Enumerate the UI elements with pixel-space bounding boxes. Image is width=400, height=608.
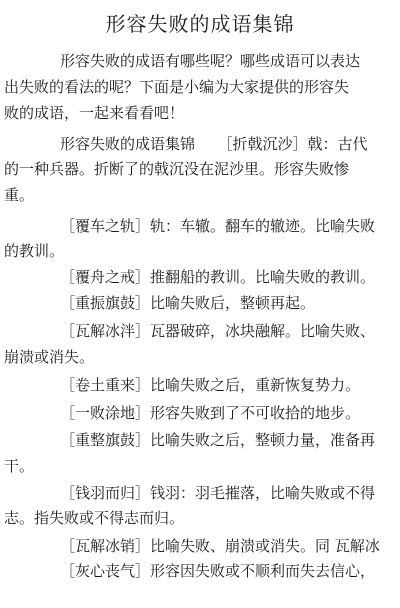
paragraph-line: 重。 <box>4 186 35 204</box>
idiom-entry-line: ［钱羽而归］钱羽：羽毛摧落，比喻失败或不得 <box>60 484 376 502</box>
idiom-entry-line: ［覆舟之戒］推翻船的教训。比喻失败的教训。 <box>60 268 376 286</box>
paragraph-line: 形容失败的成语集锦 ［折戟沉沙］戟：古代 <box>60 135 368 153</box>
document-title: 形容失败的成语集锦 <box>105 12 295 36</box>
paragraph-line: 的一种兵器。折断了的戟沉没在泥沙里。形容失败惨 <box>4 160 350 178</box>
idiom-entry-line: 的教训。 <box>4 242 65 260</box>
idiom-entry-line: ［灰心丧气］形容因失败或不顺利而失去信心， <box>60 562 376 580</box>
idiom-entry-line: ［重振旗鼓］比喻失败后，整顿再起。 <box>60 294 316 312</box>
paragraph-line: 形容失败的成语有哪些呢？哪些成语可以表达 <box>60 52 361 70</box>
idiom-entry-line: ［覆车之轨］轨：车辙。翻车的辙迹。比喻失败 <box>60 217 376 235</box>
idiom-entry-line: ［一败涂地］形容失败到了不可收拾的地步。 <box>60 404 361 422</box>
paragraph-line: 败的成语，一起来看看吧！ <box>4 104 185 122</box>
idiom-entry-line: ［卷土重来］比喻失败之后，重新恢复势力。 <box>60 376 361 394</box>
idiom-entry-line: ［瓦解冰泮］瓦器破碎，冰块融解。比喻失败、 <box>60 322 376 340</box>
paragraph-line: 出失败的看法的呢？下面是小编为大家提供的形容失 <box>4 78 350 96</box>
idiom-entry-line: ［瓦解冰销］比喻失败、崩溃或消失。同 瓦解冰 <box>60 537 380 555</box>
idiom-entry-line: ［重整旗鼓］比喻失败之后，整顿力量，准备再 <box>60 431 376 449</box>
idiom-entry-line: 志。指失败或不得志而归。 <box>4 509 185 527</box>
idiom-entry-line: 干。 <box>4 457 35 475</box>
idiom-entry-line: 崩溃或消失。 <box>4 348 95 366</box>
